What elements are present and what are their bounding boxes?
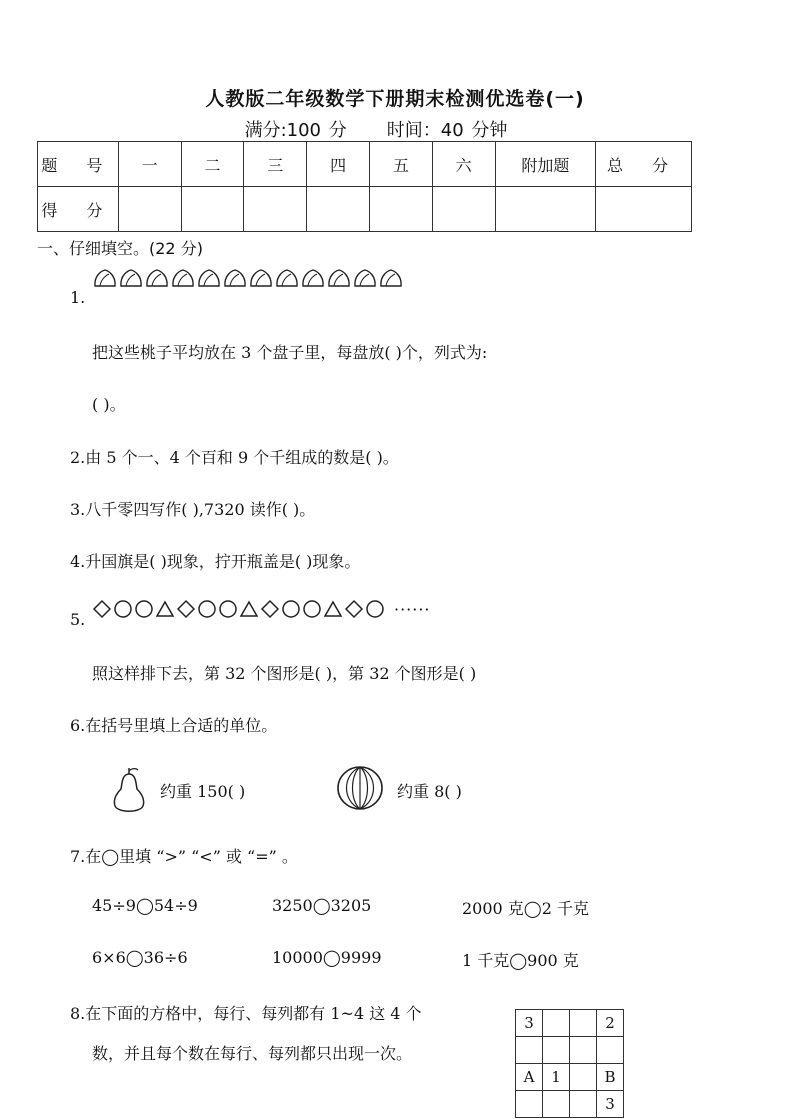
peach-icon <box>119 268 143 288</box>
diamond-shape <box>92 599 112 619</box>
q7-r1-c2: 3250◯3205 <box>272 896 372 915</box>
cell-question-number-label: 题 号 <box>38 142 119 187</box>
q7-r2-c2: 10000◯9999 <box>272 948 382 967</box>
circle-shape <box>197 599 217 619</box>
score-cell <box>244 187 307 232</box>
q3: 3.八千零四写作( ),7320 读作( )。 <box>70 500 316 519</box>
peach-icon <box>275 268 299 288</box>
peach-icon <box>197 268 221 288</box>
score-cell <box>495 187 596 232</box>
grid-cell: 1 <box>543 1064 570 1091</box>
peach-icon <box>353 268 377 288</box>
score-table <box>37 141 692 232</box>
score-cell <box>307 187 370 232</box>
q7-r1-c1: 45÷9◯54÷9 <box>92 896 198 915</box>
grid-cell <box>597 1037 624 1064</box>
q4: 4.升国旗是( )现象，拧开瓶盖是( )现象。 <box>70 552 361 571</box>
grid-row <box>516 1064 624 1091</box>
q6-text: 6.在括号里填上合适的单位。 <box>70 716 278 735</box>
q2: 2.由 5 个一、4 个百和 9 个千组成的数是( )。 <box>70 448 399 467</box>
peach-icon <box>379 268 403 288</box>
grid-cell <box>570 1091 597 1118</box>
q1-line-1: 把这些桃子平均放在 3 个盘子里，每盘放( )个，列式为: <box>92 343 488 362</box>
peach-icon <box>145 268 169 288</box>
cell-part-6: 六 <box>432 142 495 187</box>
grid-cell <box>516 1037 543 1064</box>
sudoku-grid <box>515 1009 624 1118</box>
grid-cell: B <box>597 1064 624 1091</box>
triangle-shape <box>239 599 259 619</box>
shape-sequence <box>92 599 431 619</box>
grid-cell: 3 <box>516 1010 543 1037</box>
grid-cell: 3 <box>597 1091 624 1118</box>
q7-text: 7.在◯里填 “>” “<” 或 “=” 。 <box>70 847 298 866</box>
diamond-shape <box>260 599 280 619</box>
circle-shape <box>281 599 301 619</box>
q7-r2-c3: 1 千克◯900 克 <box>462 951 579 970</box>
grid-cell <box>543 1010 570 1037</box>
q5-number: 5. <box>70 610 86 629</box>
exam-meta <box>0 116 752 142</box>
cell-part-2: 二 <box>181 142 244 187</box>
grid-cell: 2 <box>597 1010 624 1037</box>
score-cell <box>596 187 692 232</box>
cell-score-label: 得 分 <box>38 187 119 232</box>
full-score: 满分:100 分 <box>244 120 347 141</box>
q6-item-2: 约重 8( ) <box>397 782 462 801</box>
peach-icon <box>301 268 325 288</box>
circle-shape <box>302 599 322 619</box>
section-1-heading: 一、仔细填空。(22 分) <box>37 239 203 258</box>
grid-cell <box>570 1010 597 1037</box>
watermelon-icon <box>336 765 384 811</box>
diamond-shape <box>344 599 364 619</box>
peach-icon <box>327 268 351 288</box>
cell-part-1: 一 <box>118 142 181 187</box>
grid-cell <box>570 1037 597 1064</box>
score-cell <box>118 187 181 232</box>
grid-cell <box>543 1091 570 1118</box>
page-title: 人教版二年级数学下册期末检测优选卷(一) <box>205 88 585 110</box>
grid-row <box>516 1010 624 1037</box>
circle-shape <box>113 599 133 619</box>
cell-part-4: 四 <box>307 142 370 187</box>
peach-icon <box>223 268 247 288</box>
exam-time: 时间：40 分钟 <box>386 120 508 141</box>
q5-line: 照这样排下去，第 32 个图形是( )，第 32 个图形是( ) <box>92 664 477 683</box>
cell-total: 总 分 <box>596 142 692 187</box>
circle-shape <box>218 599 238 619</box>
circle-shape <box>365 599 385 619</box>
score-cell <box>181 187 244 232</box>
peach-icon <box>249 268 273 288</box>
peach-icon <box>171 268 195 288</box>
score-cell <box>432 187 495 232</box>
grid-cell: A <box>516 1064 543 1091</box>
grid-cell <box>570 1064 597 1091</box>
sequence-ellipsis: ······ <box>394 599 431 619</box>
q7-r1-c3: 2000 克◯2 千克 <box>462 899 589 918</box>
cell-part-5: 五 <box>369 142 432 187</box>
triangle-shape <box>155 599 175 619</box>
grid-row <box>516 1091 624 1118</box>
peach-icon <box>93 268 117 288</box>
q8-line-1: 8.在下面的方格中，每行、每列都有 1~4 这 4 个 <box>70 1004 422 1023</box>
q7-r2-c1: 6×6◯36÷6 <box>92 948 188 967</box>
score-table-header-row <box>38 142 692 187</box>
cell-bonus: 附加题 <box>495 142 596 187</box>
triangle-shape <box>323 599 343 619</box>
diamond-shape <box>176 599 196 619</box>
q1-number: 1. <box>70 288 86 307</box>
grid-row <box>516 1037 624 1064</box>
q6-item-1: 约重 150( ) <box>160 782 246 801</box>
score-cell <box>369 187 432 232</box>
q1-line-2: ( )。 <box>92 395 126 414</box>
circle-shape <box>134 599 154 619</box>
grid-cell <box>543 1037 570 1064</box>
pear-icon <box>110 764 148 814</box>
score-table-score-row <box>38 187 692 232</box>
grid-cell <box>516 1091 543 1118</box>
cell-part-3: 三 <box>244 142 307 187</box>
q8-line-2: 数，并且每个数在每行、每列都只出现一次。 <box>92 1044 413 1063</box>
peach-row <box>93 268 403 288</box>
